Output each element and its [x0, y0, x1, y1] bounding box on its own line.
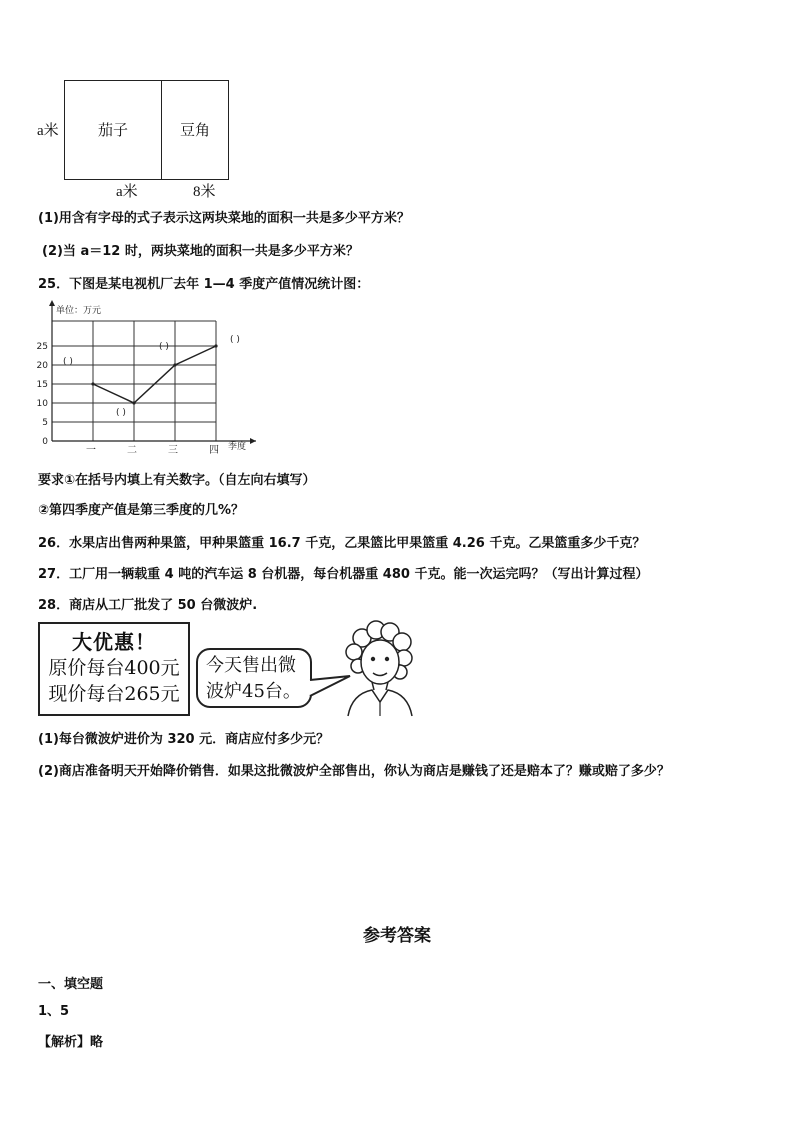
face-icon: [361, 640, 399, 684]
y-tick-label: 25: [36, 342, 48, 352]
q25-requirement-2: ②第四季度产值是第三季度的几%？: [38, 503, 245, 518]
bean-plot: [161, 80, 229, 180]
y-axis-arrow: [49, 300, 55, 306]
line-chart: [30, 296, 270, 456]
y-tick-label: 10: [36, 399, 48, 409]
q28-part2: (2)商店准备明天开始降价销售．如果这批微波炉全部售出，你认为商店是赚钱了还是赔本了？赚或赔了多少？: [38, 764, 670, 779]
promo-original-price: 原价每台400元: [48, 657, 180, 679]
answers-section: 一、填空题: [38, 977, 104, 992]
eggplant-label: 茄子: [97, 121, 128, 139]
q27: 27．工厂用一辆载重 4 吨的汽车运 8 台机器，每台机器重 480 千克。能一次运完吗？（写出计算过程）: [38, 567, 649, 582]
q25-requirement-1: 要求①在括号内填上有关数字。（自左向右填写）: [38, 473, 316, 488]
x-tick-label: 二: [127, 445, 137, 456]
speech-line-1: 今天售出微: [206, 655, 296, 676]
y-tick-label: 0: [42, 437, 48, 447]
data-point: [214, 344, 217, 347]
bean-width-label: 8米: [193, 184, 216, 200]
promo-current-price: 现价每台265元: [48, 683, 180, 705]
garden-diagram: [64, 80, 230, 180]
x-tick-label: 四: [209, 445, 219, 456]
data-point: [173, 363, 176, 366]
eggplant-width-label: a米: [116, 184, 138, 200]
x-tick-label: 三: [168, 445, 178, 456]
promo-sign: [38, 622, 190, 716]
promo-title: 大优惠！: [72, 630, 156, 654]
chart-x-axis-label: 季度: [228, 442, 247, 452]
chart-grid: [52, 321, 216, 441]
answer-analysis: 【解析】略: [38, 1035, 104, 1050]
q24-part1: (1)用含有字母的式子表示这两块菜地的面积一共是多少平方米？: [38, 211, 410, 226]
height-label: a米: [37, 123, 59, 139]
y-tick-label: 5: [42, 418, 48, 428]
y-tick-label: 15: [36, 380, 48, 390]
x-axis-arrow: [250, 438, 256, 444]
x-tick-label: 一: [86, 445, 96, 456]
q25-stem: 25．下图是某电视机厂去年 1—4 季度产值情况统计图：: [38, 277, 370, 292]
speech-line-2: 波炉45台。: [206, 681, 301, 702]
point-label: ( ): [159, 342, 169, 352]
bean-label: 豆角: [179, 121, 210, 139]
chart-x-ticks: [86, 444, 219, 456]
answer-item-1: 1、5: [38, 1004, 70, 1019]
chart-series: [91, 344, 217, 404]
person-illustration: [300, 618, 420, 718]
speech-bubble: [196, 648, 312, 708]
speech-bubble-tail: [310, 676, 350, 696]
data-point: [132, 401, 135, 404]
q28-stem: 28．商店从工厂批发了 50 台微波炉.: [38, 598, 258, 613]
point-label: ( ): [230, 335, 240, 345]
chart-unit-label: 单位：万元: [56, 306, 102, 316]
series-line: [93, 346, 216, 403]
point-label: ( ): [63, 357, 73, 367]
q26: 26．水果店出售两种果篮，甲种果篮重 16.7 千克，乙果篮比甲果篮重 4.26 千克。乙果篮重多少千克？: [38, 536, 646, 551]
chart-y-ticks: [37, 342, 49, 447]
answers-title: 参考答案: [363, 926, 431, 946]
q28-part1: (1)每台微波炉进价为 320 元．商店应付多少元？: [38, 732, 330, 747]
y-tick-label: 20: [36, 361, 48, 371]
point-label: ( ): [116, 408, 126, 418]
data-point: [91, 382, 94, 385]
q24-part2: (2)当 a＝12 时，两块菜地的面积一共是多少平方米？: [42, 244, 359, 259]
eggplant-plot: [64, 80, 162, 180]
